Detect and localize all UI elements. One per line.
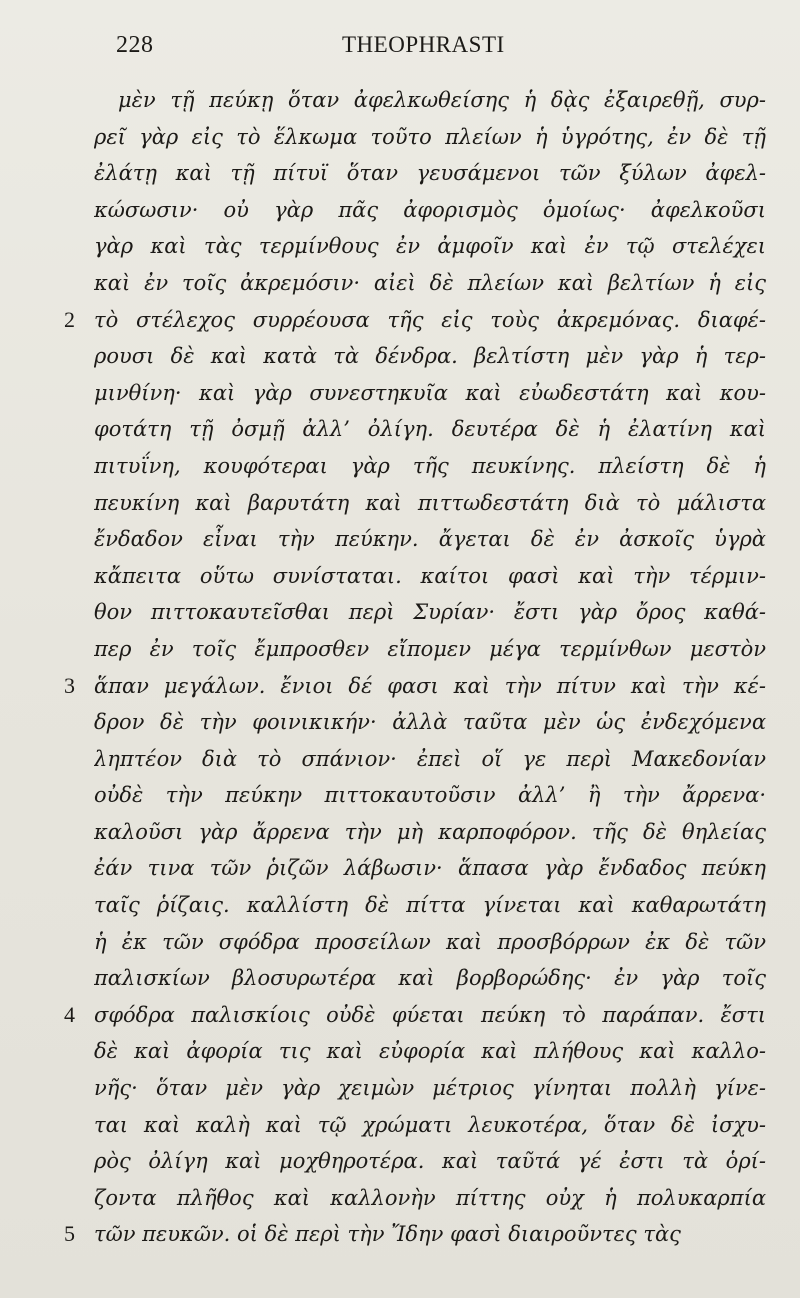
text-line: [0, 155, 800, 192]
text-line: [0, 1033, 800, 1070]
section-number: 5: [64, 1221, 75, 1247]
line-text: ληπτέον διὰ τὸ σπάνιον· ἐπεὶ οἵ γε περὶ Μακεδονίαν: [94, 746, 766, 771]
text-line: [0, 668, 800, 705]
text-line: [0, 558, 800, 595]
line-text: ται καὶ καλὴ καὶ τῷ χρώματι λευκοτέρα, ὅταν δὲ ἰσχυ-: [94, 1112, 766, 1137]
line-text: παλισκίων βλοσυρωτέρα καὶ βορβορώδης· ἐν γὰρ τοῖς: [94, 966, 766, 991]
text-line: [0, 997, 800, 1034]
text-line: [0, 411, 800, 448]
text-line: [0, 1070, 800, 1107]
text-line: [0, 265, 800, 302]
text-line: [0, 704, 800, 741]
running-head: [0, 32, 800, 68]
text-line: [0, 1180, 800, 1217]
line-text: πιτυΐνη, κουφότεραι γὰρ τῆς πευκίνης. πλείστη δὲ ἡ: [94, 453, 766, 478]
line-text: φοτάτη τῇ ὀσμῇ ἀλλ’ ὀλίγη. δευτέρα δὲ ἡ ἐλατίνη καὶ: [94, 417, 766, 442]
line-text: τῶν πευκῶν. οἱ δὲ περὶ τὴν Ἴδην φασὶ διαιροῦντες τὰς: [94, 1222, 681, 1247]
text-line: [0, 960, 800, 997]
text-line: [0, 1107, 800, 1144]
line-text: ἅπαν μεγάλων. ἔνιοι δέ φασι καὶ τὴν πίτυν καὶ τὴν κέ-: [94, 673, 766, 698]
text-line: [0, 521, 800, 558]
text-line: [0, 887, 800, 924]
line-text: ζοντα πλῆθος καὶ καλλονὴν πίττης οὐχ ἡ πολυκαρπία: [94, 1185, 766, 1210]
text-line: [0, 338, 800, 375]
line-text: σφόδρα παλισκίοις οὐδὲ φύεται πεύκη τὸ παράπαν. ἔστι: [94, 1002, 766, 1027]
text-line: [0, 814, 800, 851]
line-text: ρεῖ γὰρ εἰς τὸ ἕλκωμα τοῦτο πλείων ἡ ὑγρότης, ἐν δὲ τῇ: [94, 124, 766, 149]
line-text: ρουσι δὲ καὶ κατὰ τὰ δένδρα. βελτίστη μὲν γὰρ ἡ τερ-: [94, 344, 766, 369]
line-text: κἄπειτα οὕτω συνίσταται. καίτοι φασὶ καὶ τὴν τέρμιν-: [94, 563, 766, 588]
line-text: περ ἐν τοῖς ἔμπροσθεν εἴπομεν μέγα τερμίνθων μεστὸν: [94, 636, 766, 661]
line-text: καὶ ἐν τοῖς ἀκρεμόσιν· αἰεὶ δὲ πλείων καὶ βελτίων ἡ εἰς: [94, 270, 766, 295]
text-line: [0, 850, 800, 887]
text-line: [0, 924, 800, 961]
page-number: 228: [116, 32, 154, 58]
text-line: [0, 777, 800, 814]
running-title: THEOPHRASTI: [342, 32, 505, 57]
line-text: δὲ καὶ ἀφορία τις καὶ εὐφορία καὶ πλήθους καὶ καλλο-: [94, 1039, 766, 1064]
text-line: [0, 228, 800, 265]
text-line: [0, 1143, 800, 1180]
line-text: νῆς· ὅταν μὲν γὰρ χειμὼν μέτριος γίνηται πολλὴ γίνε-: [94, 1076, 766, 1101]
line-text: γὰρ καὶ τὰς τερμίνθους ἐν ἀμφοῖν καὶ ἐν τῷ στελέχει: [94, 234, 766, 259]
line-text: οὐδὲ τὴν πεύκην πιττοκαυτοῦσιν ἀλλ’ ἢ τὴν ἄρρενα·: [94, 783, 766, 808]
text-line: [0, 741, 800, 778]
section-number: 2: [64, 306, 75, 332]
text-line: [0, 302, 800, 339]
line-text: ρὸς ὀλίγη καὶ μοχθηροτέρα. καὶ ταῦτά γέ ἐστι τὰ ὁρί-: [94, 1149, 766, 1174]
line-text: ἐλάτῃ καὶ τῇ πίτυϊ ὅταν γευσάμενοι τῶν ξύλων ἀφελ-: [94, 161, 766, 186]
text-line: [0, 594, 800, 631]
line-text: τὸ στέλεχος συρρέουσα τῆς εἰς τοὺς ἀκρεμόνας. διαφέ-: [94, 307, 766, 332]
text-line: [0, 82, 800, 119]
line-text: μὲν τῇ πεύκῃ ὅταν ἀφελκωθείσης ἡ δᾲς ἐξαιρεθῇ, συρ-: [118, 88, 766, 112]
section-number: 4: [64, 1001, 75, 1027]
line-text: καλοῦσι γὰρ ἄρρενα τὴν μὴ καρποφόρον. τῆς δὲ θηλείας: [94, 819, 766, 844]
line-text: πευκίνη καὶ βαρυτάτη καὶ πιττωδεστάτη διὰ τὸ μάλιστα: [94, 490, 766, 515]
section-number: 3: [64, 672, 75, 698]
text-line: [0, 485, 800, 522]
text-line: [0, 119, 800, 156]
line-text: ταῖς ῥίζαις. καλλίστη δὲ πίττα γίνεται καὶ καθαρωτάτη: [94, 893, 766, 918]
text-line: [0, 375, 800, 412]
line-text: θον πιττοκαυτεῖσθαι περὶ Συρίαν· ἔστι γὰρ ὄρος καθά-: [94, 600, 766, 625]
text-line: [0, 1216, 800, 1253]
line-text: δρον δὲ τὴν φοινικικήν· ἀλλὰ ταῦτα μὲν ὡς ἐνδεχόμενα: [94, 710, 766, 735]
text-line: [0, 192, 800, 229]
line-text: ἐάν τινα τῶν ῥιζῶν λάβωσιν· ἅπασα γὰρ ἔνδαδος πεύκη: [94, 856, 766, 881]
line-text: ἡ ἐκ τῶν σφόδρα προσείλων καὶ προσβόρρων ἐκ δὲ τῶν: [94, 929, 766, 954]
line-text: ἔνδαδον εἶναι τὴν πεύκην. ἄγεται δὲ ἐν ἀσκοῖς ὑγρὰ: [94, 527, 766, 552]
line-text: μινθίνη· καὶ γὰρ συνεστηκυῖα καὶ εὐωδεστάτη καὶ κου-: [94, 380, 766, 405]
text-line: [0, 448, 800, 485]
text-line: [0, 631, 800, 668]
line-text: κώσωσιν· οὐ γὰρ πᾶς ἀφορισμὸς ὁμοίως· ἀφελκοῦσι: [94, 197, 766, 222]
greek-text-block: [0, 82, 800, 1253]
